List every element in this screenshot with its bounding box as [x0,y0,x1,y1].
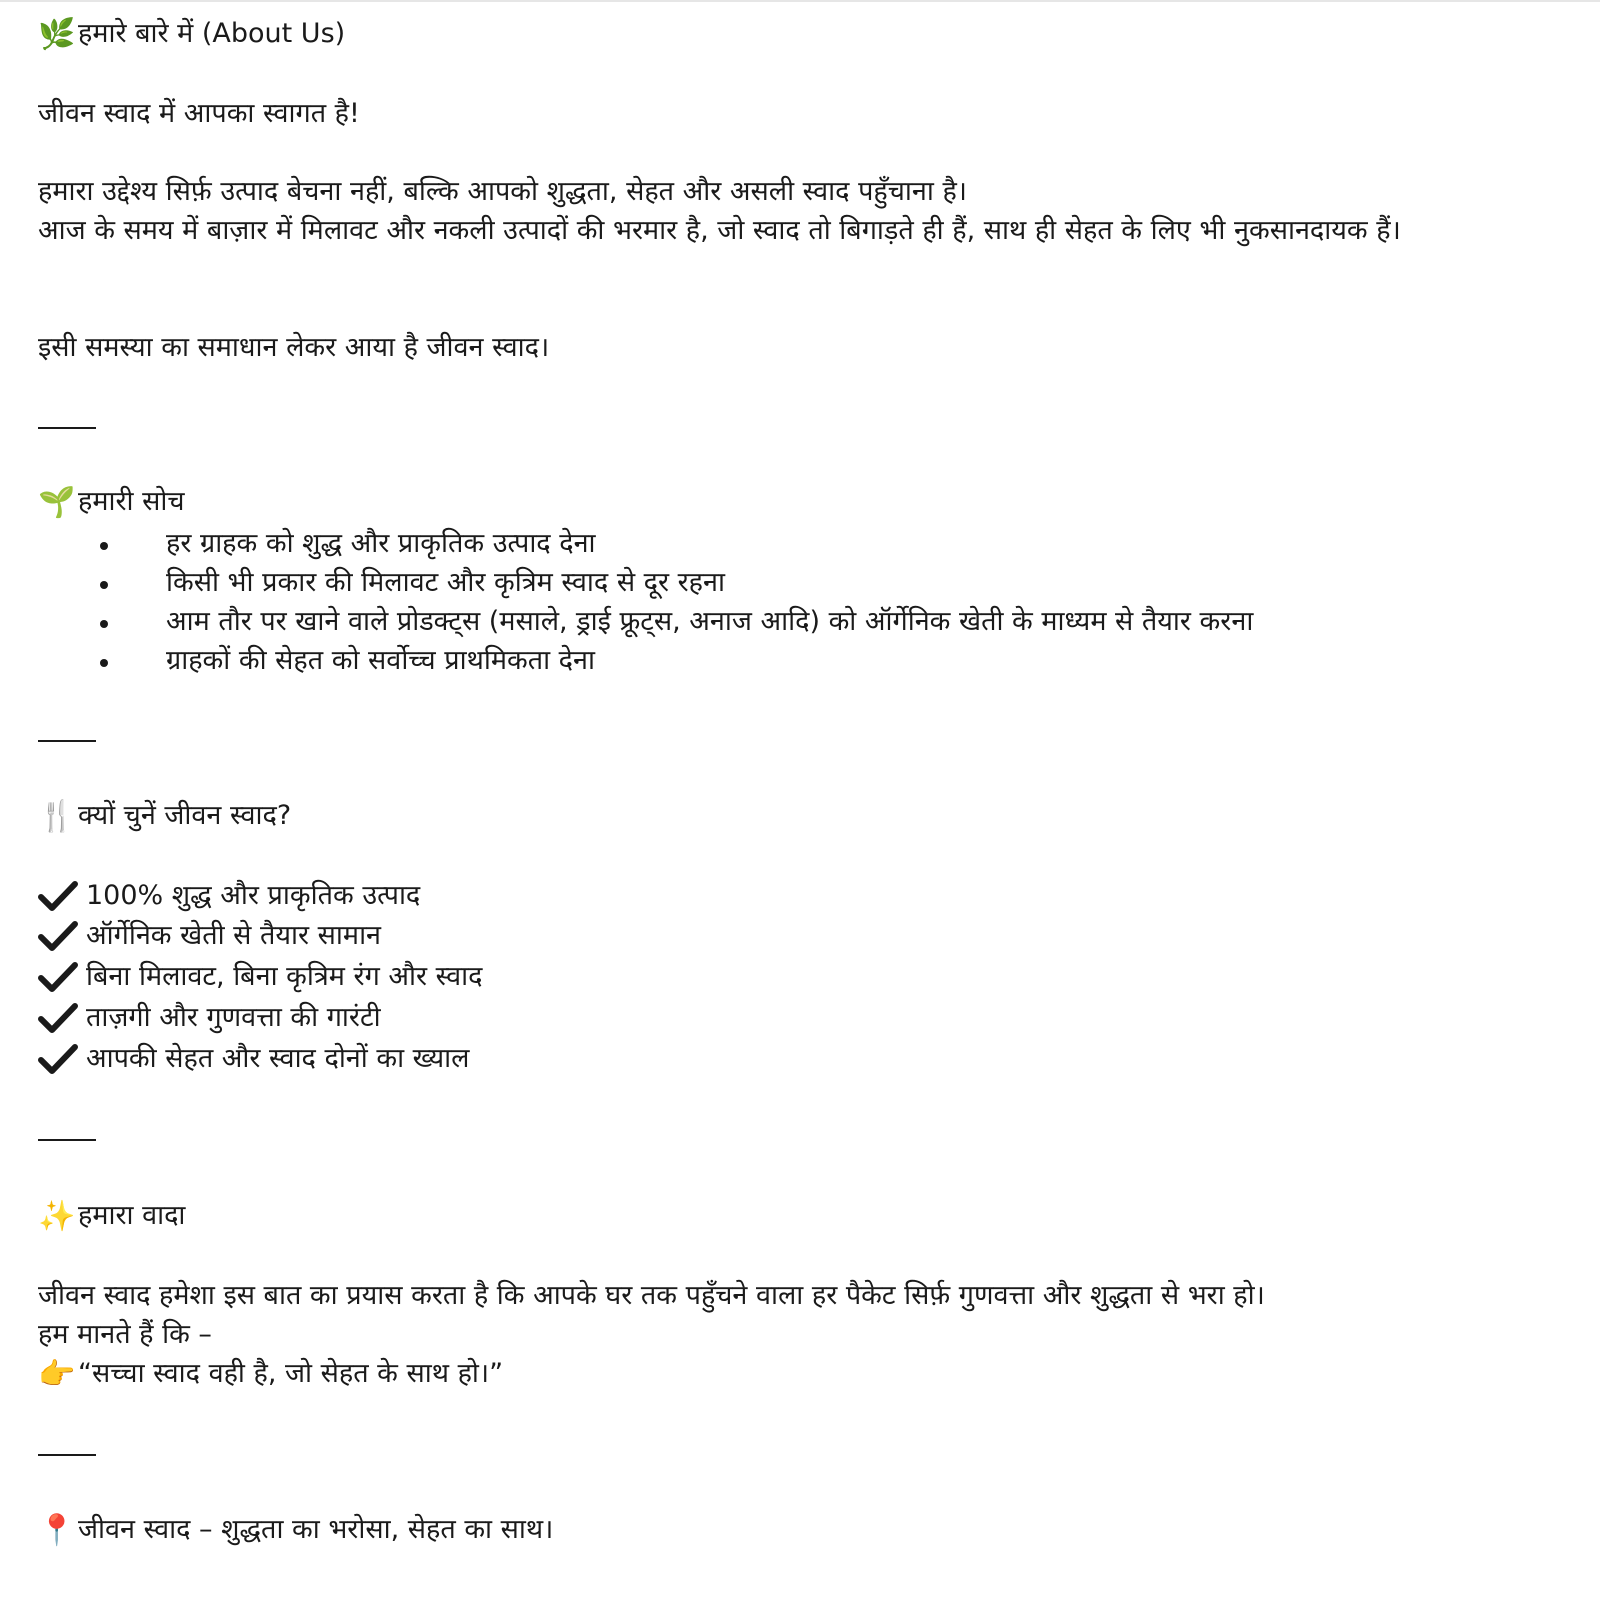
pointing-hand-icon: 👉 [38,1357,76,1392]
promise-quote-text: “सच्चा स्वाद वही है, जो सेहत के साथ हो।” [78,1358,504,1389]
page-title-text: हमारे बारे में (About Us) [78,18,346,49]
divider [38,1454,96,1456]
divider [38,1139,96,1141]
pin-icon: 📍 [38,1513,76,1548]
promise-line-2: हम मानते हैं कि – [38,1319,212,1350]
vision-item: किसी भी प्रकार की मिलावट और कृत्रिम स्वाद से दूर रहना [166,567,725,598]
bullet [100,581,108,589]
fork-knife-icon: 🍴 [38,799,76,834]
promise-line-1: जीवन स्वाद हमेशा इस बात का प्रयास करता है कि आपके घर तक पहुँचने वाला हर पैकेट सिर्फ़ गुणवत्ता और शुद्धता से भरा हो। [38,1280,1265,1311]
why-item-text: 100% शुद्ध और प्राकृतिक उत्पाद [86,880,421,911]
divider [38,427,96,429]
why-item [38,1039,469,1087]
footer-tagline [38,1510,553,1551]
seedling-icon: 🌱 [38,485,76,520]
bullet [100,659,108,667]
promise-heading [38,1196,185,1237]
vision-heading-text: हमारी सोच [78,486,185,517]
vision-item: ग्राहकों की सेहत को सर्वोच्च प्राथमिकता देना [166,645,595,676]
why-item-text: ऑर्गेनिक खेती से तैयार सामान [86,920,382,951]
promise-quote [38,1354,503,1395]
vision-item: आम तौर पर खाने वाले प्रोडक्ट्स (मसाले, ड्राई फ्रूट्स, अनाज आदि) को ऑर्गेनिक खेती के माध्यम से तैयार करना [166,606,1254,637]
intro-line-2: आज के समय में बाज़ार में मिलावट और नकली उत्पादों की भरमार है, जो स्वाद तो बिगाड़ते ही हैं, साथ ही सेहत के लिए भी नुकसानदायक हैं। [38,215,1401,246]
bullet [100,620,108,628]
divider [38,740,96,742]
vision-heading [38,482,184,523]
welcome-text: जीवन स्वाद में आपका स्वागत है! [38,98,360,129]
sparkles-icon: ✨ [38,1199,76,1234]
promise-heading-text: हमारा वादा [78,1200,186,1231]
why-heading-text: क्यों चुनें जीवन स्वाद? [78,800,292,831]
footer-tagline-text: जीवन स्वाद – शुद्धता का भरोसा, सेहत का साथ। [78,1514,554,1545]
solution-text: इसी समस्या का समाधान लेकर आया है जीवन स्वाद। [38,332,550,363]
page-title [38,14,345,55]
bullet [100,542,108,550]
check-mark-icon [38,1043,86,1087]
vision-item: हर ग्राहक को शुद्ध और प्राकृतिक उत्पाद देना [166,528,596,559]
why-item-text: बिना मिलावट, बिना कृत्रिम रंग और स्वाद [86,961,483,992]
herb-icon: 🌿 [38,17,76,52]
why-item-text: ताज़गी और गुणवत्ता की गारंटी [86,1002,381,1033]
why-heading [38,796,291,837]
intro-line-1: हमारा उद्देश्य सिर्फ़ उत्पाद बेचना नहीं, बल्कि आपको शुद्धता, सेहत और असली स्वाद पहुँचाना है। [38,176,968,207]
top-border [0,0,1600,2]
why-item-text: आपकी सेहत और स्वाद दोनों का ख्याल [86,1043,470,1074]
